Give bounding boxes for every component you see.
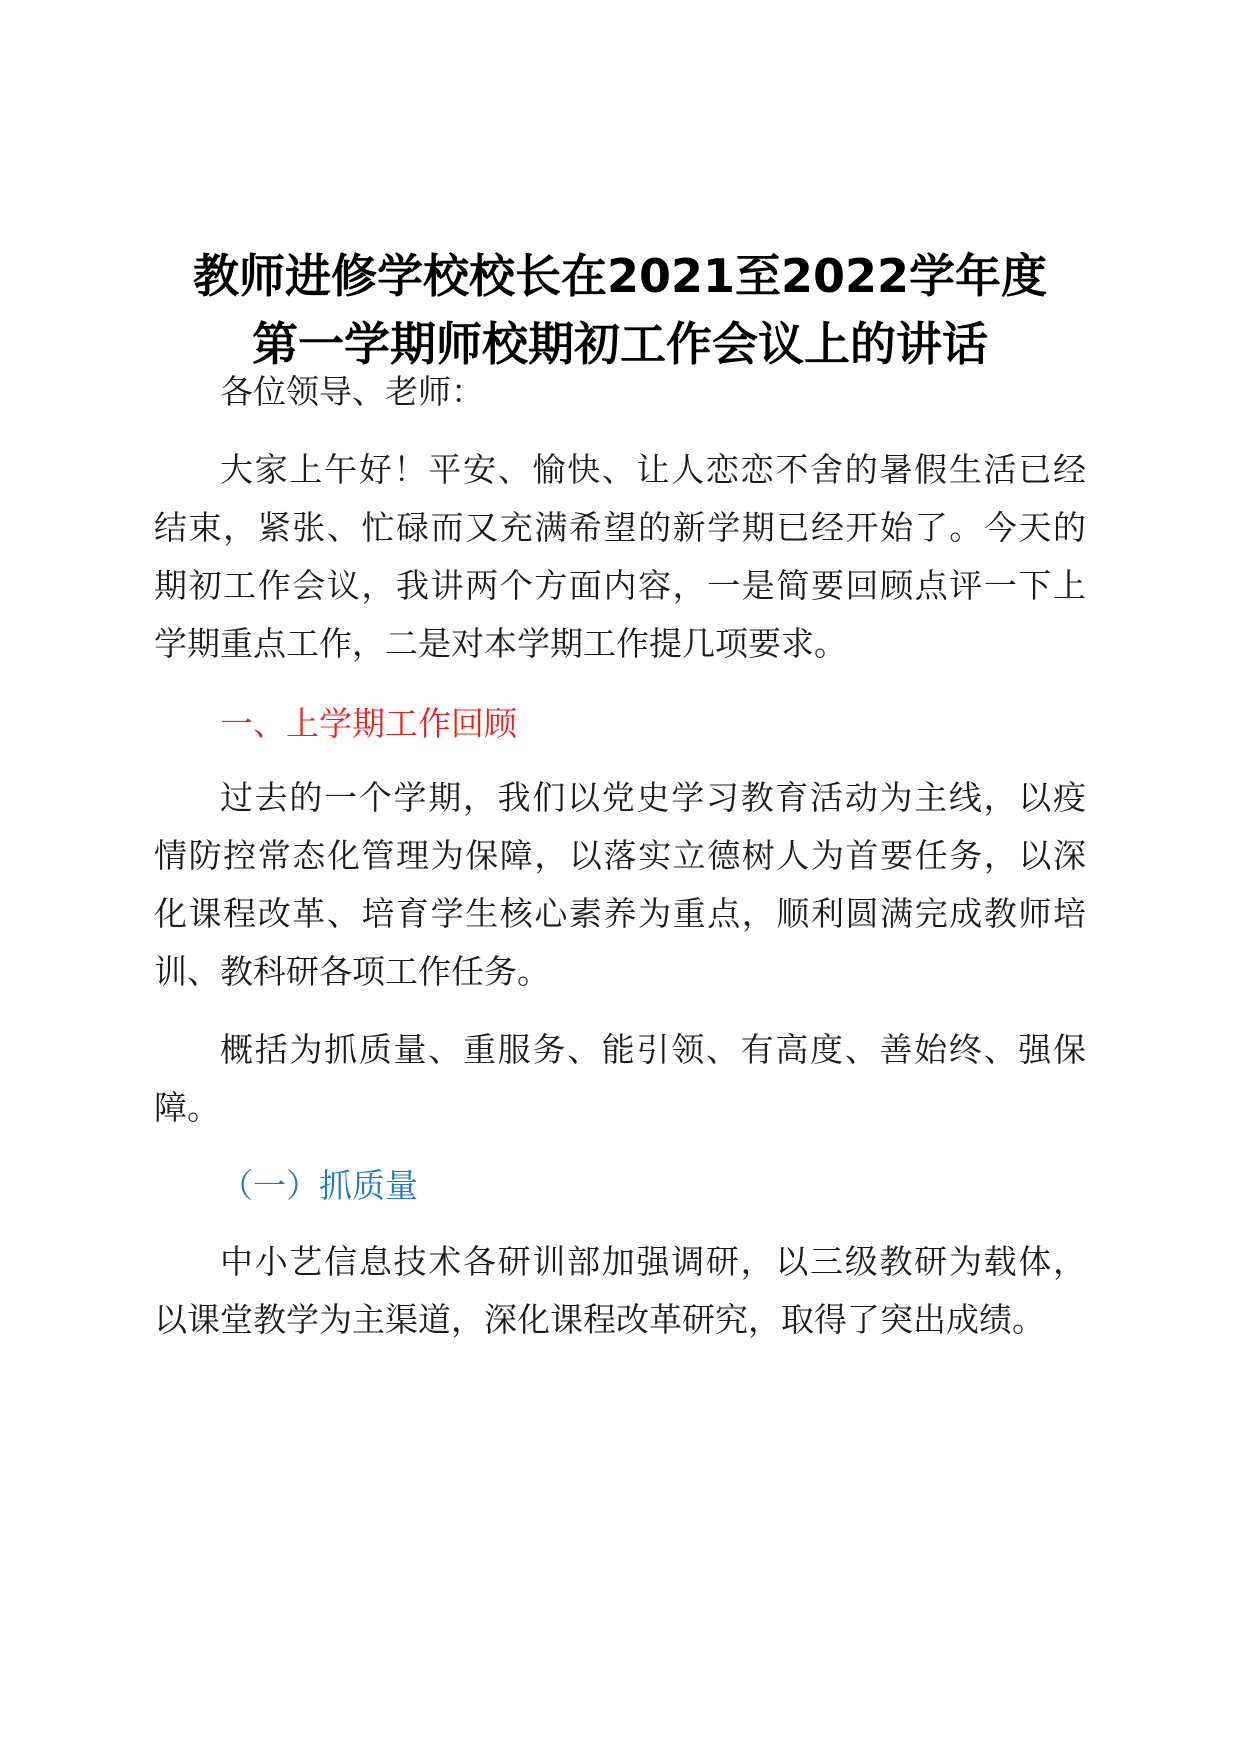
paragraph-4-line-1: 中小艺信息技术各研训部加强调研，以三级教研为载体， — [220, 1242, 1086, 1281]
document-page — [154, 0, 1086, 1754]
document-title-line-2: 第一学期师校期初工作会议上的讲话 — [252, 317, 988, 371]
paragraph-1-line-3: 期初工作会议，我讲两个方面内容，一是简要回顾点评一下上 — [154, 566, 1086, 605]
document-title-line-1: 教师进修学校校长在2021至2022学年度 — [192, 249, 1048, 303]
paragraph-2-line-4: 训、教科研各项工作任务。 — [154, 952, 550, 991]
paragraph-2-line-1: 过去的一个学期，我们以党史学习教育活动为主线，以疫 — [220, 778, 1086, 817]
paragraph-2-line-3: 化课程改革、培育学生核心素养为重点，顺利圆满完成教师培 — [154, 894, 1086, 933]
paragraph-2-line-2: 情防控常态化管理为保障，以落实立德树人为首要任务，以深 — [154, 836, 1086, 875]
paragraph-4-line-2: 以课堂教学为主渠道，深化课程改革研究，取得了突出成绩。 — [154, 1300, 1045, 1339]
paragraph-1-line-2: 结束，紧张、忙碌而又充满希望的新学期已经开始了。今天的 — [154, 508, 1086, 547]
paragraph-3-line-1: 概括为抓质量、重服务、能引领、有高度、善始终、强保 — [220, 1030, 1086, 1069]
paragraph-1-line-1: 大家上午好！平安、愉快、让人恋恋不舍的暑假生活已经 — [220, 450, 1086, 489]
salutation: 各位领导、老师： — [220, 372, 484, 411]
section-heading-1: 一、上学期工作回顾 — [220, 704, 517, 743]
paragraph-1-line-4: 学期重点工作，二是对本学期工作提几项要求。 — [154, 624, 847, 663]
subsection-heading-1: （一）抓质量 — [220, 1166, 418, 1205]
paragraph-3-line-2: 障。 — [154, 1088, 220, 1127]
